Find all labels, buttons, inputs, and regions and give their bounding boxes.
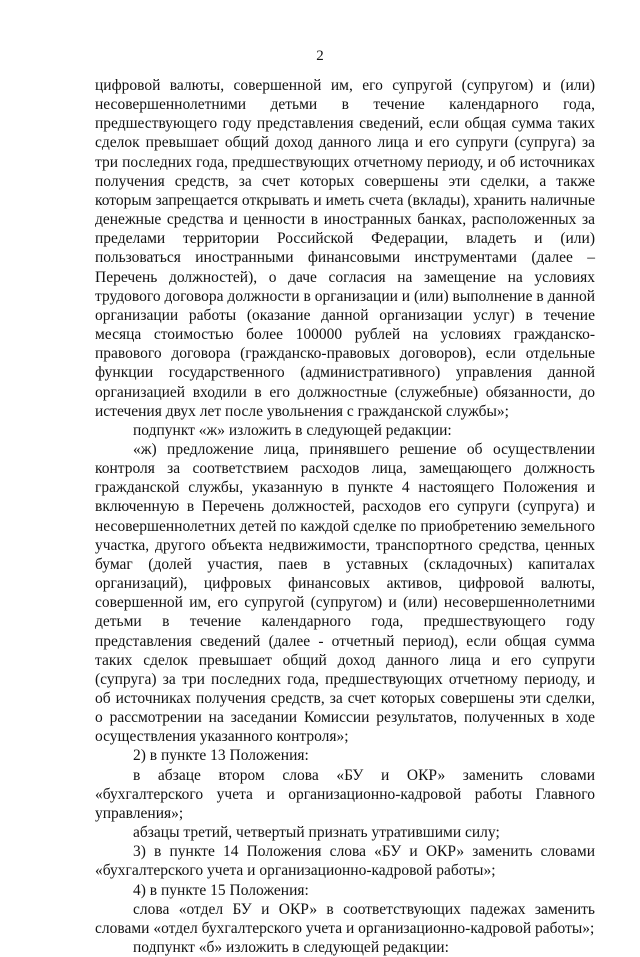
paragraph-continuation: цифровой валюты, совершенной им, его супругой (супругом) и (или) несовершеннолетними детьми в течение календарного года, предшествующего году представления сведений, если общая сумма таких сделок превышает общий доход данного лица и его супруги (супруга) за три последних года, предшествующих отчетному периоду, и об источниках получения средств, за счет которых совершены эти сделки, а также которым запрещается открывать и иметь счета (вклады), хранить наличные денежные средства и ценности в иностранных банках, расположенных за пределами территории Российской Федерации, владеть и (или) пользоваться иностранными финансовыми инструментами (далее – Перечень должностей), о даче согласия на замещение на условиях трудового договора должности в организации и (или) выполнение в данной организации работы (оказание данной организации услуг) в течение месяца стоимостью более 100000 рублей на условиях гражданско-правового договора (гражданско-правовых договоров), если отдельные функции государственного (административного) управления данной организацией входили в его должностные (служебные) обязанности, до истечения двух лет после увольнения с гражданской службы»; [95,77,595,420]
page-number: 2 [316,48,324,64]
paragraph-item-2-abzac-2: в абзаце втором слова «БУ и ОКР» заменить словами «бухгалтерского учета и организационно-кадровой работы Главного управления»; [95,766,595,822]
paragraph-item-2-abzac-3-4: абзацы третий, четвертый признать утратившими силу; [133,824,500,842]
paragraph-subitem-zh-text: «ж) предложение лица, принявшего решение об осуществлении контроля за соответствием расходов лица, замещающего должность гражданской службы, указанную в пункте 4 настоящего Положения и включенную в Перечень должностей, расходов его супруги (супруга) и несовершеннолетних детей по каждой сделке по приобретению земельного участка, другого объекта недвижимости, транспортного средства, ценных бумаг (долей участия, паев в уставных (складочных) капиталах организаций), цифровых финансовых активов, цифровой валюты, совершенной им, его супругой (супругом) и (или) несовершеннолетними детьми в течение календарного года, предшествующего году представления сведений (далее - отчетный период), если общая сумма таких сделок превышает общий доход данного лица и его супруги (супруга) за три последних года, предшествующих отчетному периоду, и об источниках получения средств, за счет которых совершены эти сделки, о рассмотрении на заседании Комиссии результатов, полученных в ходе осуществления указанного контроля»; [95,440,595,746]
document-body [95,76,595,957]
paragraph-item-4-words: слова «отдел БУ и ОКР» в соответствующих падежах заменить словами «отдел бухгалтерского учета и организационно-кадровой работы»; [95,900,595,937]
paragraph-item-3: 3) в пункте 14 Положения слова «БУ и ОКР» заменить словами «бухгалтерского учета и организационно-кадровой работы»; [95,843,595,880]
paragraph-item-2: 2) в пункте 13 Положения: [133,747,309,765]
paragraph-item-4: 4) в пункте 15 Положения: [133,881,309,899]
paragraph-subitem-zh-intro: подпункт «ж» изложить в следующей редакции: [133,421,452,439]
paragraph-subitem-b-intro: подпункт «б» изложить в следующей редакции: [133,939,449,957]
